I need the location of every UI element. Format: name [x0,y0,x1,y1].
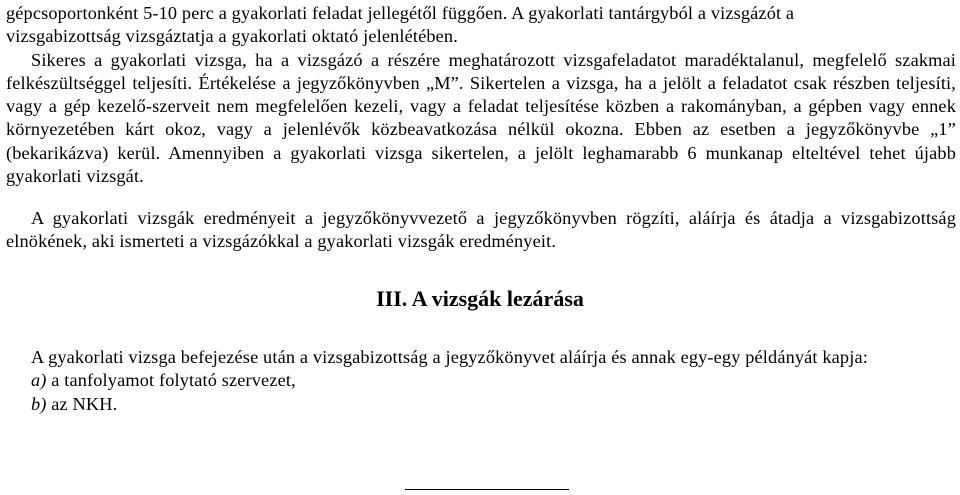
list-item-label: a) [31,370,47,391]
results-text [6,207,956,254]
closing-text [6,346,956,416]
paragraph-success-criteria: Sikeres a gyakorlati vizsga, ha a vizsgázó a részére meghatározott vizsgafeladatot maradéktalanul, megfelelő szakmai felkészültséggel teljesíti. Értékelése a jegyzőkönyvben „M”. Sikertelen a vizsga, ha a jelölt a feladatot csak részben teljesíti, vagy a gép kezelő-szerveit nem megfelelően kezeli, vagy a feladat teljesítése közben a rakományban, a gépben vagy ennek környezetében kárt okoz, vagy a jelenlévők közbeavatkozása nélkül okozna. Ebben az esetben a jegyzőkönyvbe „1” (bekarikázva) kerül. Amennyiben a gyakorlati vizsga sikertelen, a jelölt leghamarabb 6 munkanap elteltével tehet újabb gyakorlati vizsgát. [6,49,956,187]
exam-rules-text [6,2,956,188]
paragraph-line: vizsgabizottság vizsgáztatja a gyakorlati oktató jelenlétében. [6,26,458,47]
paragraph-closing: A gyakorlati vizsga befejezése után a vizsgabizottság a jegyzőkönyvet aláírja és annak egy-egy példányát kapja: [31,347,868,367]
list-item-text: az NKH. [51,393,118,414]
list-item-text: a tanfolyamot folytató szervezet, [51,370,296,391]
list-item [6,369,956,392]
paragraph-line: gépcsoportonként 5-10 perc a gyakorlati feladat jellegétől függően. A gyakorlati tantárgyból a vizsgázót a [6,3,795,23]
list-item-label: b) [31,393,47,414]
section-title: III. A vizsgák lezárása [376,286,584,311]
list-item [6,393,956,416]
end-divider [405,489,569,490]
paragraph-results: A gyakorlati vizsgák eredményeit a jegyzőkönyvvezető a jegyzőkönyvben rögzíti, aláírja és átadja a vizsgabizottság elnökének, aki ismerteti a vizsgázókkal a gyakorlati vizsgák eredményeit. [6,208,956,252]
